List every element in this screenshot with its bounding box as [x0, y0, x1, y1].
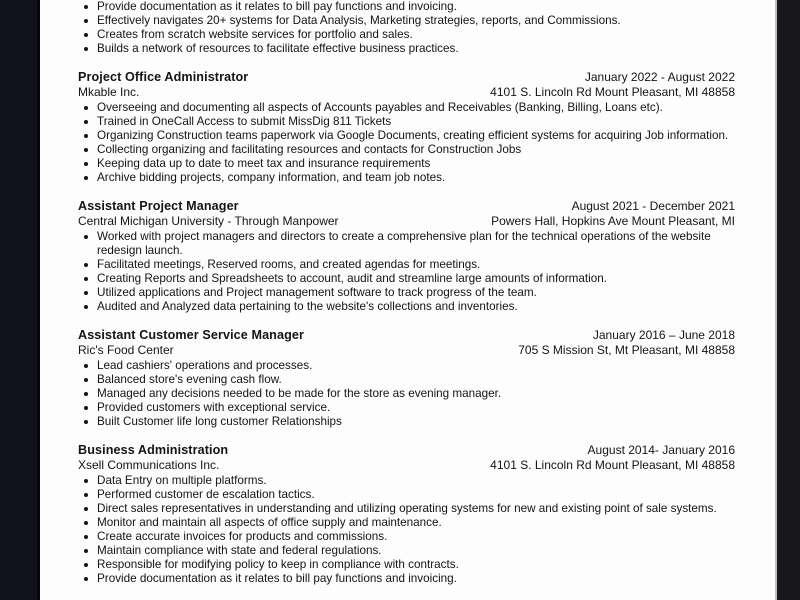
bullet-text: Overseeing and documenting all aspects of Accounts payables and Receivables (Banking, Billing, Loans etc). — [97, 101, 663, 114]
job-title: Project Office Administrator — [78, 70, 249, 84]
bullet-text: Effectively navigates 20+ systems for Data Analysis, Marketing strategies, reports, and Commissions. — [97, 14, 621, 27]
bullet-item — [78, 101, 735, 115]
letterbox-right — [777, 0, 800, 600]
bullet-text: Provided customers with exceptional service. — [97, 401, 331, 414]
bullet-item — [78, 143, 735, 157]
bullet-item — [78, 359, 735, 373]
bullet-text: Archive bidding projects, company information, and team job notes. — [97, 171, 446, 184]
bullet-icon — [84, 305, 88, 309]
bullet-item — [78, 115, 735, 129]
job-header — [78, 69, 735, 85]
bullet-icon — [84, 162, 88, 166]
bullet-item — [78, 42, 735, 56]
bullet-icon — [84, 176, 88, 180]
bullet-icon — [84, 577, 88, 581]
bullet-list — [78, 101, 735, 185]
bullet-icon — [84, 291, 88, 295]
bullet-text: Collecting organizing and facilitating resources and contacts for Construction Jobs — [97, 143, 522, 156]
bullet-icon — [84, 134, 88, 138]
bullet-text: Performed customer de escalation tactics. — [97, 488, 315, 501]
job-section — [78, 327, 735, 429]
bullet-item — [78, 415, 735, 429]
bullet-text: Data Entry on multiple platforms. — [97, 474, 267, 487]
job-section — [78, 198, 735, 314]
bullet-icon — [84, 420, 88, 424]
company-row — [78, 458, 735, 473]
bullet-item — [78, 171, 735, 185]
bullet-text: Balanced store's evening cash flow. — [97, 373, 282, 386]
document-page — [37, 0, 777, 600]
bullet-item — [78, 387, 735, 401]
company-location: 705 S Mission St, Mt Pleasant, MI 48858 — [518, 343, 735, 357]
bullet-item — [78, 28, 735, 42]
bullet-text: Built Customer life long customer Relationships — [97, 415, 342, 428]
job-header — [78, 327, 735, 343]
bullet-text: Organizing Construction teams paperwork via Google Documents, creating efficient systems for acquiring Job information. — [97, 129, 729, 142]
bullet-icon — [84, 549, 88, 553]
job-title: Assistant Customer Service Manager — [78, 328, 304, 342]
bullet-icon — [84, 507, 88, 511]
bullet-list — [78, 359, 735, 429]
bullet-icon — [84, 563, 88, 567]
bullet-item — [78, 558, 735, 572]
company-row — [78, 85, 735, 100]
bullet-icon — [84, 378, 88, 382]
job-header — [78, 198, 735, 214]
bullet-text: Creates from scratch website services for portfolio and sales. — [97, 28, 413, 41]
bullet-text: Trained in OneCall Access to submit MissDig 811 Tickets — [97, 115, 392, 128]
company-location: 4101 S. Lincoln Rd Mount Pleasant, MI 48858 — [490, 85, 735, 99]
bullet-icon — [84, 47, 88, 51]
job-dates: January 2022 - August 2022 — [584, 70, 735, 84]
company-row — [78, 214, 735, 229]
job-section — [78, 69, 735, 185]
bullet-item — [78, 488, 735, 502]
bullet-item — [78, 572, 735, 586]
bullet-list — [78, 230, 735, 314]
document-content — [40, 0, 775, 586]
bullet-text: Maintain compliance with state and federal regulations. — [97, 544, 382, 557]
bullet-item — [78, 401, 735, 415]
job-title: Business Administration — [78, 443, 229, 457]
company-name: Central Michigan University - Through Manpower — [78, 214, 339, 228]
company-location: Powers Hall, Hopkins Ave Mount Pleasant, MI — [491, 214, 735, 228]
bullet-text: Provide documentation as it relates to bill pay functions and invoicing. — [97, 572, 457, 585]
letterbox-left — [0, 0, 37, 600]
company-row — [78, 343, 735, 358]
bullet-text: Utilized applications and Project management software to track progress of the team. — [97, 286, 537, 299]
bullet-text: Provide documentation as it relates to bill pay functions and invoicing. — [97, 0, 457, 13]
bullet-text: Monitor and maintain all aspects of office supply and maintenance. — [97, 516, 442, 529]
bullet-item — [78, 129, 735, 143]
sections — [78, 69, 735, 586]
bullet-text: Keeping data up to date to meet tax and insurance requirements — [97, 157, 431, 170]
bullet-icon — [84, 392, 88, 396]
bullet-item — [78, 474, 735, 488]
bullet-icon — [84, 235, 88, 239]
job-section — [78, 442, 735, 586]
bullet-icon — [84, 535, 88, 539]
bullet-item — [78, 516, 735, 530]
company-name: Mkable Inc. — [78, 85, 140, 99]
bullet-text: Creating Reports and Spreadsheets to account, audit and streamline large amounts of information. — [97, 272, 607, 285]
bullet-icon — [84, 521, 88, 525]
bullet-text: Create accurate invoices for products and commissions. — [97, 530, 388, 543]
bullet-text: Direct sales representatives in understanding and utilizing operating systems for new and existing point of sale systems. — [97, 502, 717, 515]
job-title: Assistant Project Manager — [78, 199, 239, 213]
bullet-text: Responsible for modifying policy to keep in compliance with contracts. — [97, 558, 459, 571]
company-name: Ric's Food Center — [78, 343, 174, 357]
intro-bullet-list — [78, 0, 735, 56]
bullet-item — [78, 230, 735, 258]
bullet-icon — [84, 106, 88, 110]
company-name: Xsell Communications Inc. — [78, 458, 220, 472]
bullet-icon — [84, 5, 88, 9]
bullet-icon — [84, 19, 88, 23]
bullet-text: Builds a network of resources to facilitate effective business practices. — [97, 42, 459, 55]
bullet-icon — [84, 120, 88, 124]
bullet-item — [78, 544, 735, 558]
bullet-icon — [84, 479, 88, 483]
job-dates: August 2014- January 2016 — [587, 443, 735, 457]
bullet-list — [78, 474, 735, 586]
bullet-item — [78, 14, 735, 28]
bullet-icon — [84, 364, 88, 368]
job-header — [78, 442, 735, 458]
bullet-text: Audited and Analyzed data pertaining to the website's collections and inventories. — [97, 300, 518, 313]
company-location: 4101 S. Lincoln Rd Mount Pleasant, MI 48858 — [490, 458, 735, 472]
bullet-item — [78, 300, 735, 314]
bullet-text: Worked with project managers and directors to create a comprehensive plan for the technical operations of the website redesign launch. — [97, 230, 711, 257]
bullet-icon — [84, 493, 88, 497]
bullet-icon — [84, 33, 88, 37]
bullet-icon — [84, 263, 88, 267]
bullet-item — [78, 530, 735, 544]
bullet-item — [78, 272, 735, 286]
bullet-icon — [84, 406, 88, 410]
bullet-icon — [84, 277, 88, 281]
bullet-icon — [84, 148, 88, 152]
bullet-text: Lead cashiers' operations and processes. — [97, 359, 313, 372]
bullet-text: Facilitated meetings, Reserved rooms, and created agendas for meetings. — [97, 258, 481, 271]
bullet-item — [78, 502, 735, 516]
bullet-item — [78, 157, 735, 171]
job-dates: August 2021 - December 2021 — [571, 199, 735, 213]
bullet-item — [78, 286, 735, 300]
bullet-text: Managed any decisions needed to be made for the store as evening manager. — [97, 387, 502, 400]
job-dates: January 2016 – June 2018 — [592, 328, 735, 342]
bullet-item — [78, 373, 735, 387]
bullet-item — [78, 258, 735, 272]
bullet-item — [78, 0, 735, 14]
